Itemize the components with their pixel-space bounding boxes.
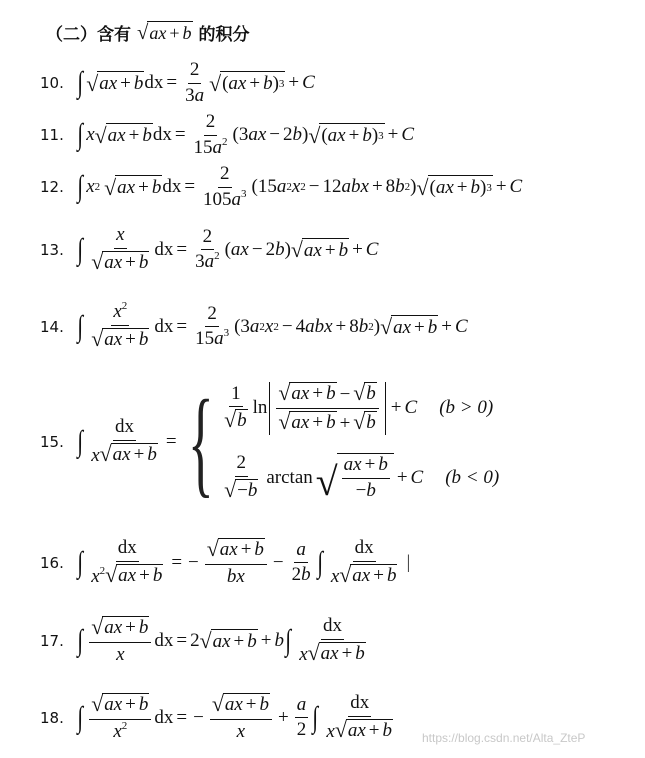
- formula-number: 16.: [40, 553, 64, 572]
- formula-number: 18.: [40, 708, 64, 727]
- formula-expression: ∫ x √ ax + b dx = $\frac{2}{15a^2}$ ( 3 ax − 2 b ) √ ( ax + b ) 3 + C: [77, 111, 415, 158]
- formula-number: 13.: [40, 240, 64, 259]
- formula-number: 17.: [40, 631, 64, 650]
- condition-positive: (b > 0): [439, 397, 494, 419]
- formula-number: 12.: [40, 178, 64, 197]
- piecewise-cases: { 1 √ b ln √ ax + b − √ b √ ax + b + √ b + C (b > 0) 2 √ − b arctan √ $\frac{ax + b}{-b}$ + C (b < 0): [187, 375, 500, 509]
- formula-row: [40, 112, 414, 159]
- formula-row: [40, 225, 378, 275]
- formula-row: [40, 302, 468, 352]
- case-b-positive: 1 √ b ln √ ax + b − √ b √ ax + b + √ b + C (b > 0): [224, 381, 494, 434]
- formula-row: [40, 375, 500, 509]
- formula-number: 14.: [40, 317, 64, 336]
- formula-expression: ∫ √ ax + b x dx = 2 √ ax + b + b ∫ dx x √ ax + b: [77, 615, 365, 665]
- formula-row: [40, 538, 410, 588]
- heading-sqrt: √ ax + b: [137, 21, 192, 44]
- formula-expression: ∫ x 2 √ ax + b dx = $\frac{2}{105a^3}$ ( 15 a 2 x 2 − 12 abx + 8 b 2 ) √ ( ax + b ) 3 + C: [77, 163, 523, 210]
- formula-expression: ∫ √ ax + b $x^2$ dx = − √ ax + b x + $\frac{a}{2}$ ∫ dx x √ ax + b: [77, 692, 392, 742]
- formula-row: [40, 60, 315, 107]
- formula-expression: ∫ √ ax + b dx = $\frac{2}{3a}$ √ ( ax + b ) 3 + C: [77, 59, 315, 106]
- case-b-negative: 2 √ − b arctan √ $\frac{ax + b}{-b}$ + C (b < 0): [224, 451, 500, 505]
- formula-expression: ∫ dx $x^2$ √ ax + b = − √ ax + b bx − $\frac{a}{2b}$ ∫ dx x √ ax + b |: [77, 537, 411, 587]
- formula-expression: ∫ $x^2$ √ ax + b dx = $\frac{2}{15a^3}$ ( 3 a 2 x 2 − 4 abx + 8 b 2 ) √ ax + b + C: [77, 300, 468, 351]
- formula-expression: ∫ x √ ax + b dx = $\frac{2}{3a^2}$ ( ax − 2 b ) √ ax + b + C: [77, 224, 379, 274]
- heading-suffix: 的积分: [198, 24, 250, 45]
- formula-row: [40, 693, 398, 743]
- watermark-url: https://blog.csdn.net/Alta_ZteP: [422, 731, 586, 745]
- formula-number: 11.: [40, 126, 64, 145]
- formula-row: [40, 164, 522, 211]
- heading-prefix: （二）含有: [46, 24, 131, 45]
- formula-row: [40, 616, 371, 666]
- condition-negative: (b < 0): [445, 466, 500, 488]
- formula-number: 15.: [40, 433, 64, 452]
- formula-number: 10.: [40, 74, 64, 93]
- formula-expression: ∫ dx x √ ax + b = { 1 √ b ln √ ax + b − √ b √ ax + b + √ b + C (b > 0) 2 √ − b arctan √ $\frac{ax + b}{-b}$ + C (b < 0): [77, 375, 500, 509]
- section-heading: [46, 18, 250, 46]
